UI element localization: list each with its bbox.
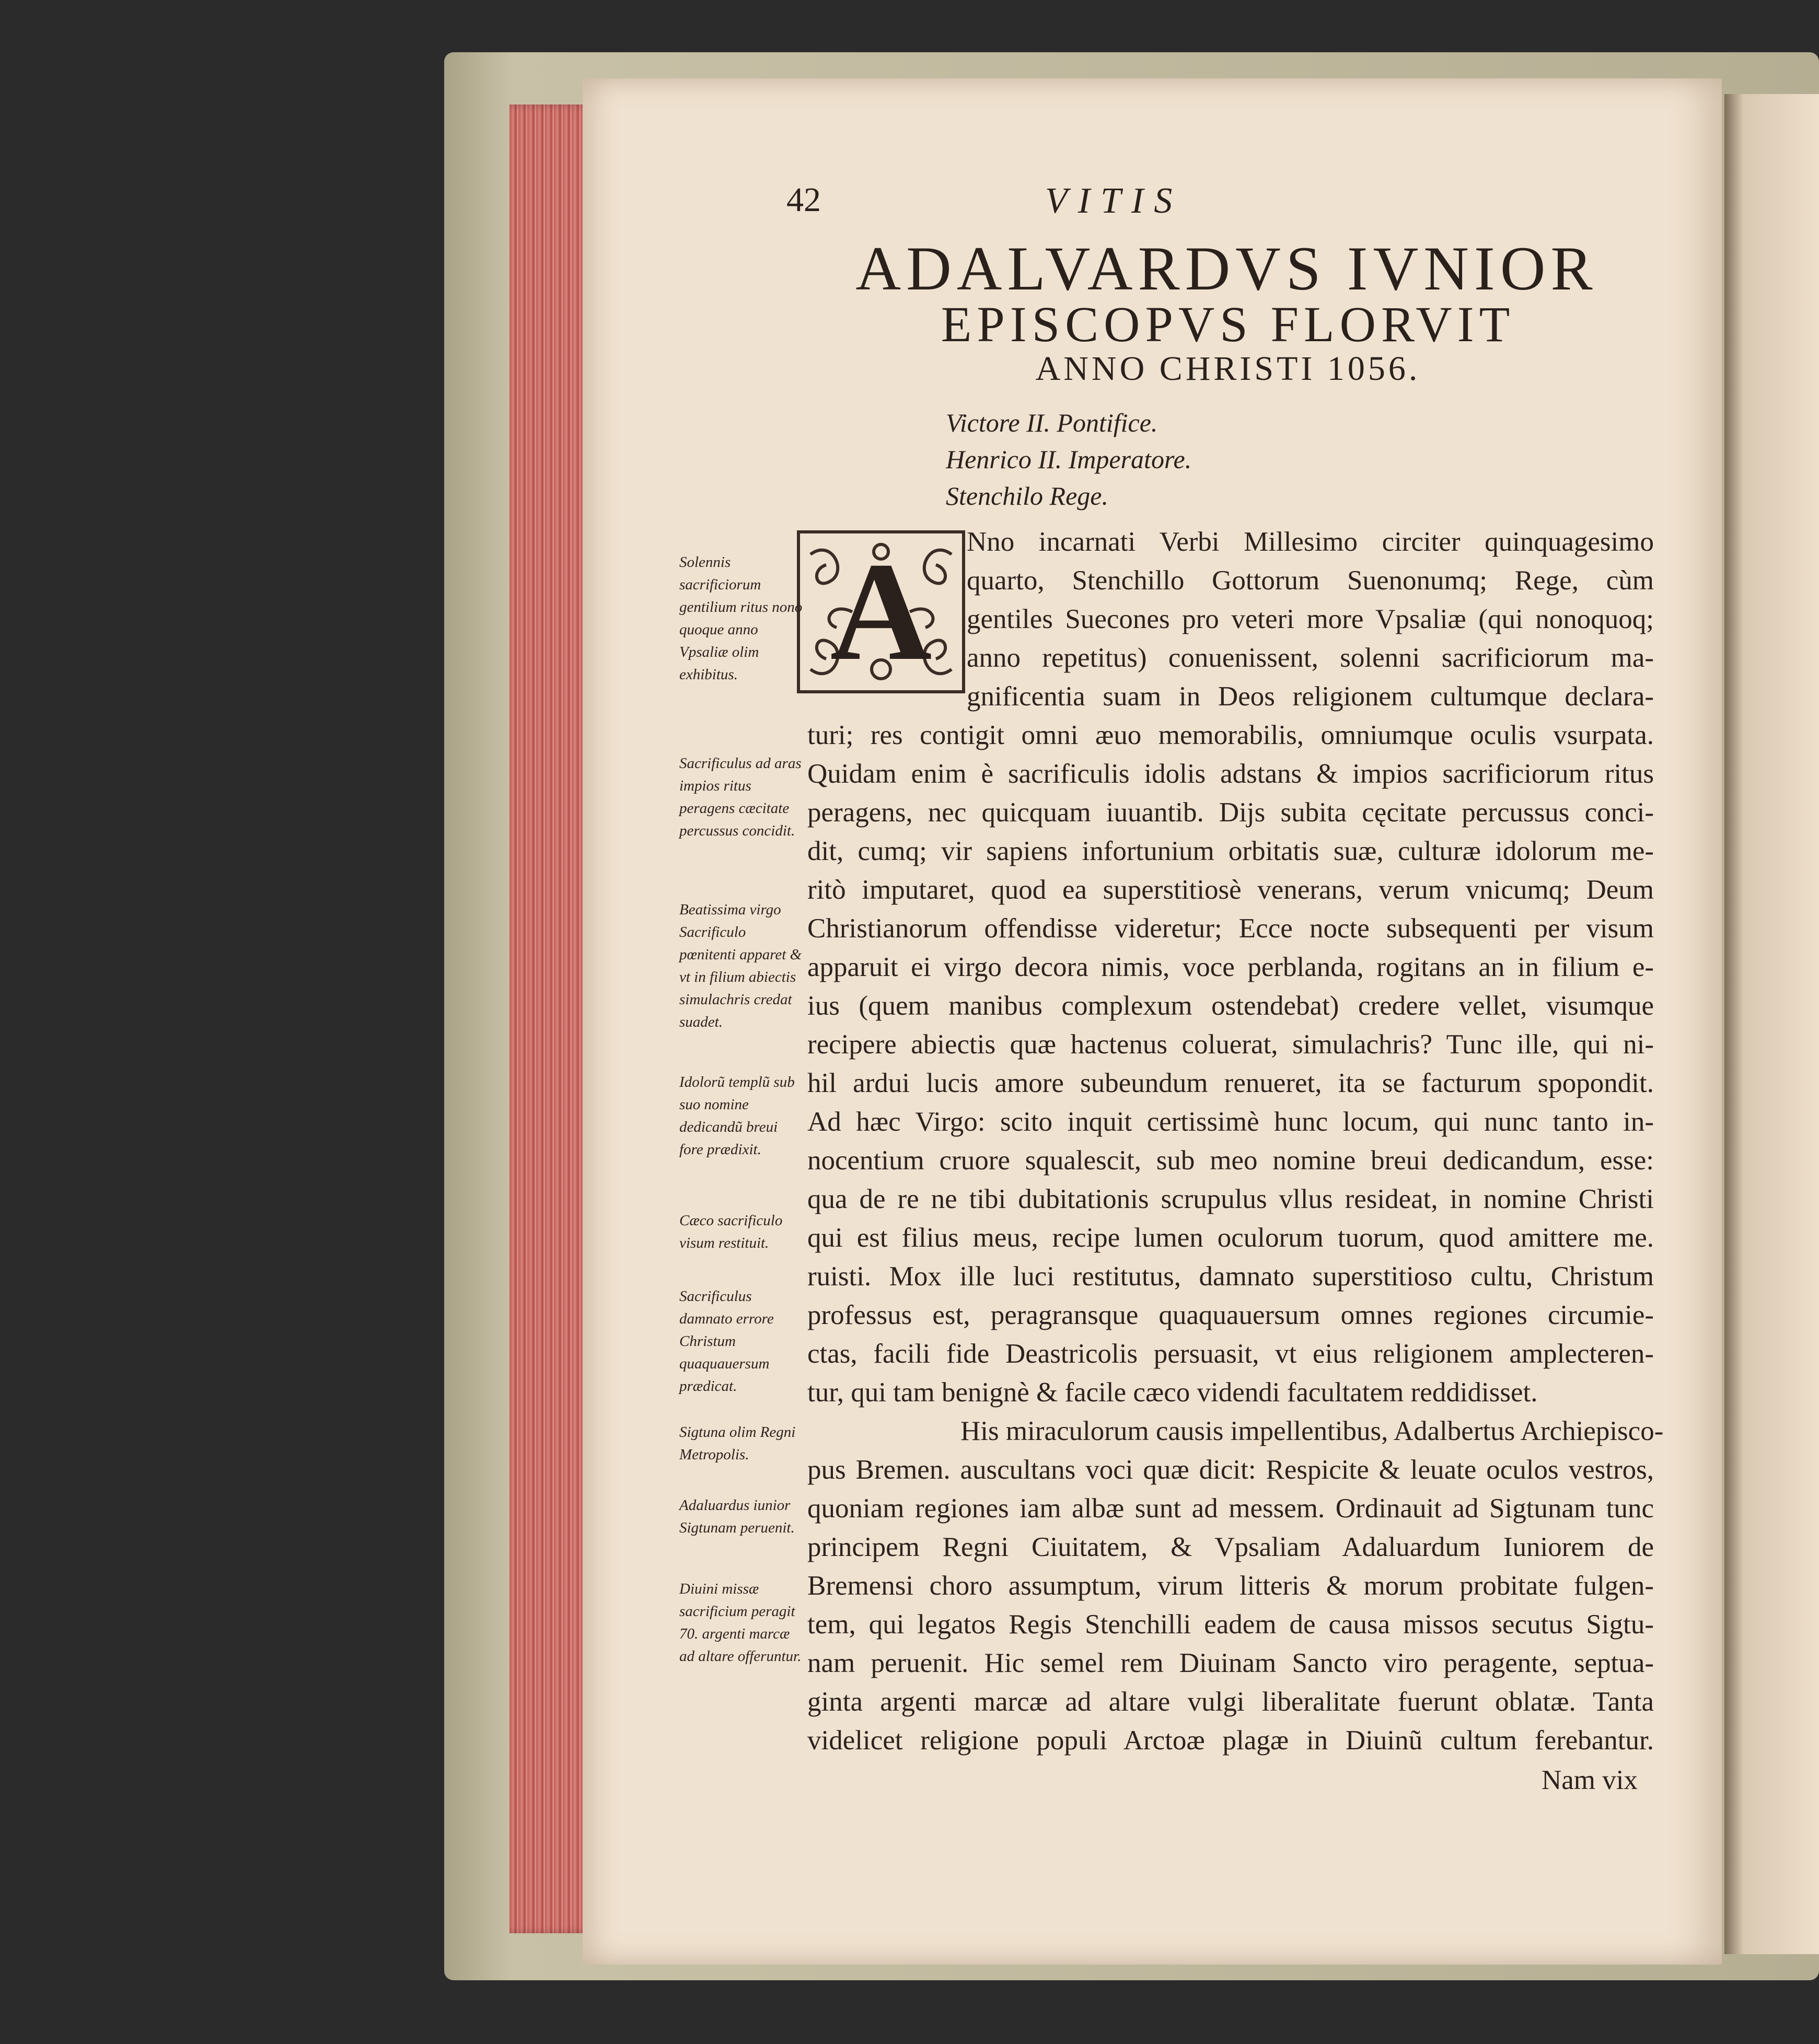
marginal-note-3: Beatissima virgo Sacrificulo pœnitenti apparet & vt in filium abiectis simulachris credat suadet. [679, 901, 802, 1030]
page-number: 42 [786, 181, 821, 219]
catchword: Nam vix [1542, 1765, 1638, 1795]
body-line-18: qua de re ne tibi dubitationis scrupulus vllus resideat, in nomine Christi [807, 1184, 1654, 1214]
body-line-6: turi; res contigit omni æuo memorabilis, omniumque oculis vsurpata. [807, 720, 1654, 750]
body-line-14: recipere abiectis quæ hactenus coluerat, simulachris? Tunc ille, qui ni- [807, 1029, 1654, 1060]
facing-page-edge [1724, 94, 1819, 1954]
body-line-23: tur, qui tam benignè & facile cæco videndi facultatem reddidisset. [807, 1377, 1538, 1408]
marginal-note-1: Solennis sacrificiorum gentilium ritus nono quoque anno Vpsaliæ olim exhibitus. [679, 554, 803, 683]
body-line-1: Nno incarnati Verbi Millesimo circiter quinquagesimo [967, 527, 1654, 557]
initial-letter: A [830, 533, 932, 690]
dedication-line-3: Stenchilo Rege. [946, 481, 1108, 510]
body-line-24: His miraculorum causis impellentibus, Adalbertus Archiepisco- [960, 1416, 1664, 1446]
body-line-27: principem Regni Ciuitatem, & Vpsaliam Adaluardum Iuniorem de [807, 1532, 1654, 1562]
chapter-title-line-1: ADALVARDVS IVNIOR [855, 234, 1598, 303]
body-line-13: ius (quem manibus complexum ostendebat) credere vellet, visumque [807, 991, 1654, 1021]
body-line-2: quarto, Stenchillo Gottorum Suenonumq; Rege, cùm [967, 565, 1654, 596]
chapter-title-line-3: ANNO CHRISTI 1056. [1035, 350, 1421, 388]
running-head: VITIS [1045, 181, 1183, 221]
body-line-25: pus Bremen. auscultans voci quæ dicit: Respicite & leuate oculos vestros, [807, 1455, 1654, 1485]
body-line-8: peragens, nec quicquam iuuantib. Dijs subita cęcitate percussus conci- [807, 797, 1654, 828]
dedication-line-2: Henrico II. Imperatore. [946, 445, 1192, 474]
marginal-note-2: Sacrificulus ad aras impios ritus peragens cæcitate percussus concidit. [679, 755, 802, 839]
marginal-note-5: Cæco sacrificulo visum restituit. [679, 1212, 783, 1251]
body-line-3: gentiles Suecones pro veteri more Vpsaliæ (qui nonoquoq; [967, 604, 1654, 634]
body-line-28: Bremensi choro assumptum, virum litteris & morum probitate fulgen- [807, 1571, 1654, 1601]
body-line-16: Ad hæc Virgo: scito inquit certissimè hunc locum, qui nunc tanto in- [807, 1107, 1654, 1137]
body-line-15: hil ardui lucis amore subeundum renueret, ita se facturum spopondit. [807, 1068, 1654, 1098]
body-line-19: qui est filius meus, recipe lumen oculorum tuorum, quod amittere me. [807, 1223, 1654, 1253]
body-line-20: ruisti. Mox ille luci restitutus, damnato superstitioso cultu, Christum [807, 1261, 1654, 1292]
body-line-22: ctas, facili fide Deastricolis persuasit, vt eius religionem amplecteren- [807, 1339, 1654, 1369]
marginal-note-7: Sigtuna olim Regni Metropolis. [679, 1424, 796, 1463]
body-line-5: gnificentia suam in Deos religionem cultumque declara- [967, 681, 1654, 712]
dedication-line-1: Victore II. Pontifice. [946, 408, 1158, 437]
decorated-initial [797, 530, 965, 693]
body-line-4: anno repetitus) conuenissent, solenni sacrificiorum ma- [967, 643, 1654, 673]
body-line-17: nocentium cruore squalescit, sub meo nomine breui dedicandum, esse: [807, 1145, 1654, 1176]
body-line-11: Christianorum offendisse videretur; Ecce nocte subsequenti per visum [807, 913, 1654, 944]
chapter-title-line-2: EPISCOPVS FLORVIT [941, 296, 1515, 352]
body-line-9: dit, cumq; vir sapiens infortunium orbitatis suæ, culturæ idolorum me- [807, 836, 1654, 866]
marginal-note-4: Idolorũ templũ sub suo nomine dedicandũ breui fore prædixit. [679, 1074, 795, 1158]
marginal-note-6: Sacrificulus damnato errore Christum quaquauersum prædicat. [679, 1288, 774, 1395]
marginal-note-8: Adaluardus iunior Sigtunam peruenit. [679, 1497, 795, 1536]
body-line-30: nam peruenit. Hic semel rem Diuinam Sancto viro peragente, septua- [807, 1648, 1654, 1678]
body-line-12: apparuit ei virgo decora nimis, voce perblanda, rogitans an in filium e- [807, 952, 1654, 982]
body-line-10: ritò imputaret, quod ea superstitiosè venerans, verum vnicumq; Deum [807, 875, 1654, 905]
body-line-26: quoniam regiones iam albæ sunt ad messem. Ordinauit ad Sigtunam tunc [807, 1493, 1654, 1524]
body-line-31: ginta argenti marcæ ad altare vulgi liberalitate fuerunt oblatæ. Tanta [807, 1687, 1654, 1717]
body-line-7: Quidam enim è sacrificulis idolis adstans & impios sacrificiorum ritus [807, 759, 1654, 789]
body-line-32: videlicet religione populi Arctoæ plagæ in Diuinũ cultum ferebantur. [807, 1725, 1654, 1756]
body-line-29: tem, qui legatos Regis Stenchilli eadem de causa missos secutus Sigtu- [807, 1609, 1654, 1640]
body-line-21: professus est, peragransque quaquauersum omnes regiones circumie- [807, 1300, 1654, 1330]
marginal-note-9: Diuini missæ sacrificium peragit 70. argenti marcæ ad altare offeruntur. [679, 1581, 802, 1665]
